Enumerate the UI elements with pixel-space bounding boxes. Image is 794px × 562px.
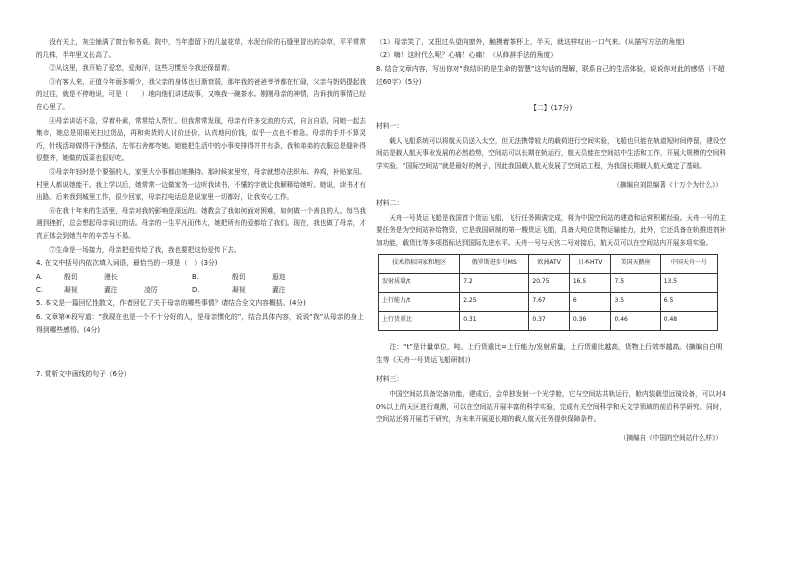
option-word: 殷切 <box>64 272 78 281</box>
table-cell: 7.2 <box>460 273 529 292</box>
table-cell: 0.46 <box>611 311 660 330</box>
option-word: 灌注 <box>272 285 286 294</box>
section-2-title: 【二】(17分) <box>529 103 573 112</box>
table-header-cell: 俄罗斯进步号MS <box>460 254 529 273</box>
table-header-row <box>379 254 718 273</box>
spacecraft-comparison-table <box>378 254 718 331</box>
table-cell: 0.31 <box>460 311 529 330</box>
left-column <box>36 36 366 381</box>
table-note: 注：“t”是计量单位，吨。上行货重比=上行能力/发射质量，上行货重比越高，货物上行效率越高。(摘编自白明生等《天舟一号货运飞船研制》) <box>376 342 723 364</box>
table-cell: 13.5 <box>660 273 717 292</box>
passage-paragraph-3: ③有客人来，正值今年雨多晴少，我父亲的身体也日渐衰弱，那年我的爸爸爷爷都在忙碌，父亲与奶奶提起我的过往，就是不停地说，可是（ ）地向他们讲述故事，又唤我一碗茶水。刚刚母亲的神情，告诉我的事情已经在心里了。 <box>36 77 366 111</box>
material-1-label: 材料一： <box>376 122 404 131</box>
option-word: 凌厉 <box>144 285 158 294</box>
material-3-text: 中国空间站具备完备功能，建成后，会单独发射一个光学舱，它与空间站共轨运行，舱内装载望远镜设备，可以对40%以上的天区进行观测，可以在空间站开展丰富的科学实验，完成有关空间科学和天文学领域的前沿科学研究。同时，空间站还将开展若干研究，为未来开展更长期的载人航天任务提供保障条件。 <box>376 389 726 424</box>
question-8: 8. 结合文章内容，写出你对“我结识的是生命的智慧”这句话的理解，联系自己的生活体验，说说你对此的感悟（不超过60字）(5分) <box>376 64 725 87</box>
passage-paragraph-2: ②从这里，我开始了爱恋，爱海洋，这些习惯至今我还保留着。 <box>49 64 234 73</box>
material-3-label: 材料三： <box>376 375 404 384</box>
passage-paragraph-1: 没有关上，灰尘铺满了窗台和书桌。院中，当年遗留下的几盆花草，水泥台阶的石缝里冒出的杂草，平平常常的几株，半年里又长高了。 <box>36 38 366 59</box>
table-cell: 0.37 <box>529 311 569 330</box>
question-4: 4. 在文中括号内依次填入词语，最恰当的一项是（ ）(3分) <box>36 259 218 268</box>
table-cell: 16.5 <box>569 273 611 292</box>
option-letter: C. <box>36 285 43 294</box>
table-header-cell: 日本HTV <box>569 254 611 273</box>
table-cell: 3.5 <box>611 292 660 311</box>
table-row <box>379 273 718 292</box>
question-7-1: （1）母亲笑了，又扭过头望向窗外，触摸着茶杯上，半天，就这样叹出一口气来。(从描写方法的角度) <box>376 38 685 46</box>
table-cell: 6 <box>569 292 611 311</box>
table-cell: 发射质量/t <box>379 273 460 292</box>
option-word: 漫长 <box>104 272 118 281</box>
option-letter: A. <box>36 272 43 281</box>
passage-paragraph-4: ④母亲讲话不急，穿着朴素，常常给人帮忙。但我常常发现，母亲有许多交流的方式，自言自语，同她一起去集市，她总是用眼光扫过货品，再和卖货的人讨价还价，认真地问价钱，似乎一点也不着急。母亲的手并不算灵巧，针线活却做得干净整洁，左邻右舍都夸她。她能把生活中的小事安排得井井有条，我和弟弟的衣服总是缝补得很整齐，她做的饭菜也很好吃。 <box>36 116 366 163</box>
table-cell: 7.67 <box>529 292 569 311</box>
table-cell: 0.48 <box>660 311 717 330</box>
option-word: 灌注 <box>104 285 118 294</box>
question-4-options-row-2 <box>36 284 366 297</box>
table-cell: 0.36 <box>569 311 611 330</box>
table-cell: 上行能力/t <box>379 292 460 311</box>
option-word <box>144 271 192 284</box>
table-header-cell: 欧洲ATV <box>529 254 569 273</box>
table-cell: 2.25 <box>460 292 529 311</box>
table-header-cell: 美国天鹅座 <box>611 254 660 273</box>
passage-paragraph-5: ⑤母亲年轻时是个要强的人，家里大小事都由她操持。那时候家里穷，母亲就想办法织布、养鸡，补贴家用。村里人都说她能干。我上学以后，她常常一边做家务一边听我读书，不懂的字就让我解释给她听。她说，读书才有出路。后来我到城里工作，很少回家，母亲打电话总是说家里一切都好，让我安心工作。 <box>36 167 366 202</box>
table-row <box>379 292 718 311</box>
question-6: 6. 文章第⑥段写道：“我现在也是一个不十分好的人，是母亲惯化的”，结合具体内容，说说“我”从母亲的身上得到哪些感悟。(4分) <box>36 312 364 335</box>
material-1-source: （摘编自刘昆编著《十万个为什么》） <box>613 180 722 189</box>
option-letter: D. <box>192 285 200 294</box>
table-cell: 20.75 <box>529 273 569 292</box>
table-header-cell: 中国天舟一号 <box>660 254 717 273</box>
table-cell: 7.5 <box>611 273 660 292</box>
material-1-text: 载人飞船系统可以将航天员送入太空，但无法携带较大的载荷进行空间实验，飞船也只能在轨道短时间停留，建设空间站是载人航天事业发展的必然趋势，空间站可以长期在轨运行，航天员能在空间站中生活和工作，开展大规模的空间科学实验，“国际空间站”就是最好的例子，因此我国载人航天发展了空间站工程，为我国长期载人航天奠定了基础。 <box>376 136 726 170</box>
question-7: 7. 赏析文中画线的句子（6分） <box>36 369 131 378</box>
table-header-cell: 技术指标国家和地区 <box>379 254 460 273</box>
option-letter: B. <box>192 272 199 281</box>
passage-paragraph-6: ⑥在我十年来的生活里，母亲对我的影响是深远的。她教会了我如何面对困难，如何做一个善良的人。每当我遇到挫折，总会想起母亲说过的话。母亲的一生平凡而伟大，她把所有的爱都给了我们。现在，我也做了母亲，才真正体会到她当年的辛苦与不易。 <box>36 206 366 240</box>
material-3-source: （摘编自《中国的空间站什么样》） <box>619 433 722 442</box>
table-row <box>379 311 718 330</box>
passage-paragraph-7: ⑦生命是一场接力，母亲把爱传给了我，我也要把这份爱传下去。 <box>49 245 241 254</box>
table-cell: 上行货重比 <box>379 311 460 330</box>
question-7-2: （2）嗨！这时代么呢？心痛！心痛！（从修辞手法的角度） <box>376 51 558 60</box>
option-word: 遐迩 <box>272 272 286 281</box>
material-2-text: 天舟一号货运飞船是我国首个货运飞船，飞行任务圆满完成，将为中国空间站的建造和运营积累经验。天舟一号的主要任务是为空间站补给物资，它是我国研制的第一艘货运飞船，具备大吨位货物运输能力，此外，它还具备在轨推进剂补加功能，载货比等多项指标达到国际先进水平。天舟一号与天宫二号对接后，航天员可以在空间站内开展多项实验。 <box>376 213 726 247</box>
option-word: 凝视 <box>64 285 78 294</box>
option-word: 殷切 <box>232 272 246 281</box>
table-cell: 6.5 <box>660 292 717 311</box>
material-2-label: 材料二： <box>376 199 404 208</box>
right-column <box>376 36 726 448</box>
question-4-options-row-1 <box>36 271 366 284</box>
option-word: 凝视 <box>232 285 246 294</box>
question-5: 5. 本文是一篇回忆性散文，作者回忆了关于母亲的哪些事情？请结合全文内容概括。(4分) <box>36 299 306 308</box>
